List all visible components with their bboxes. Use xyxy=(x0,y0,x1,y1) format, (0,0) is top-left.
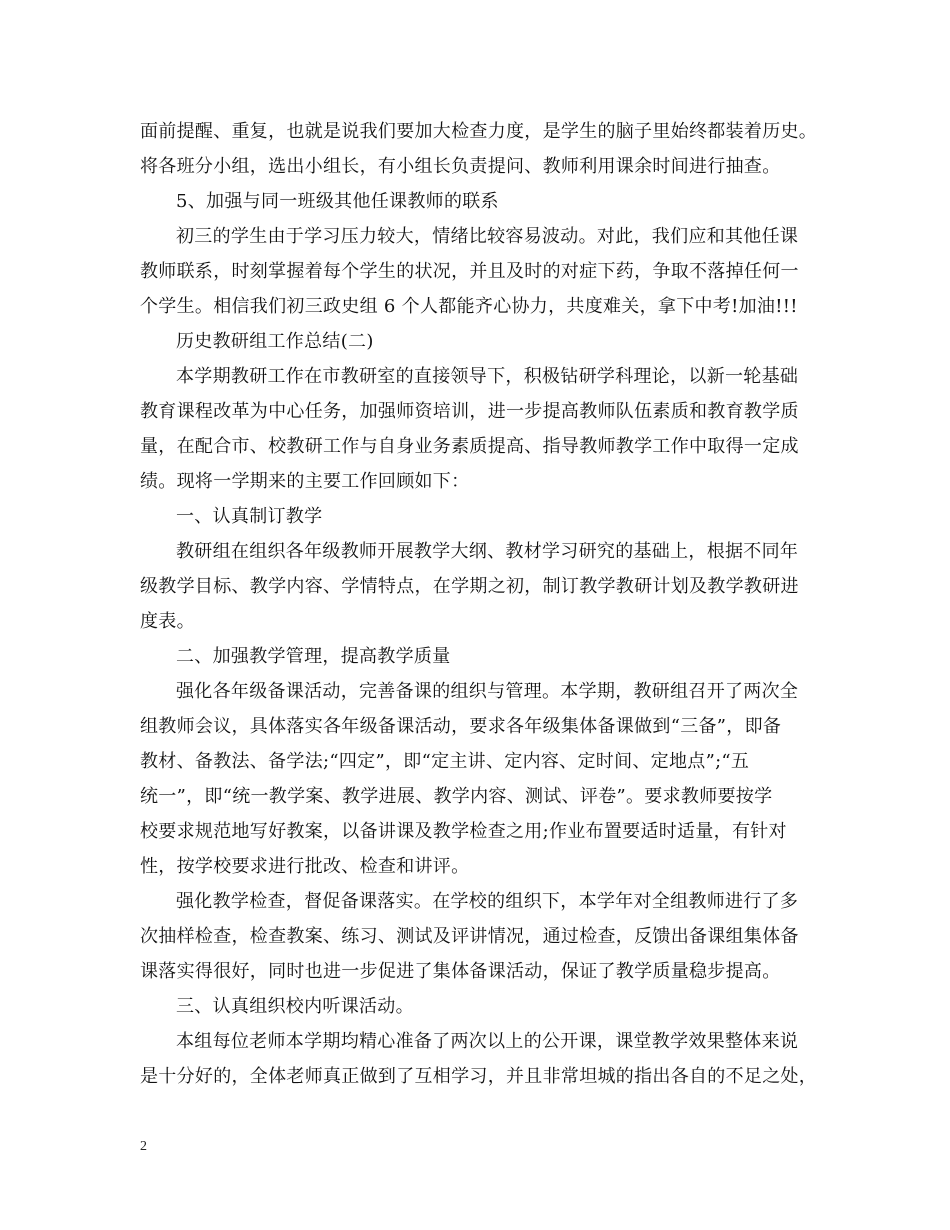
paragraph-line: 次抽样检查，检查教案、练习、测试及评讲情况，通过检查，反馈出备课组集体备 xyxy=(140,926,799,947)
paragraph-line: 本学期教研工作在市教研室的直接领导下，积极钻研学科理论，以新一轮基础 xyxy=(176,366,799,387)
paragraph-line: 量，在配合市、校教研工作与自身业务素质提高、指导教师教学工作中取得一定成 xyxy=(140,436,799,457)
paragraph-line: 课落实得很好，同时也进一步促进了集体备课活动，保证了教学质量稳步提高。 xyxy=(140,961,781,982)
paragraph-line: 将各班分小组，选出小组长，有小组长负责提问、教师利用课余时间进行抽查。 xyxy=(140,156,781,177)
page-number: 2 xyxy=(140,1139,147,1154)
section-heading: 一、认真制订教学 xyxy=(176,506,323,527)
paragraph-line: 是十分好的，全体老师真正做到了互相学习，并且非常坦城的指出各自的不足之处， xyxy=(140,1066,818,1087)
section-heading: 5、加强与同一班级其他任课教师的联系 xyxy=(176,191,499,212)
paragraph-line: 教研组在组织各年级教师开展教学大纲、教材学习研究的基础上，根据不同年 xyxy=(176,541,799,562)
paragraph-line: 统一”，即“统一教学案、教学进展、教学内容、测试、评卷”。要求教师要按学 xyxy=(140,786,773,807)
paragraph-line: 强化各年级备课活动，完善备课的组织与管理。本学期，教研组召开了两次全 xyxy=(176,681,799,702)
document-subtitle: 历史教研组工作总结(二) xyxy=(176,331,374,352)
paragraph-line: 级教学目标、教学内容、学情特点，在学期之初，制订教学教研计划及教学教研进 xyxy=(140,576,799,597)
section-heading: 二、加强教学管理，提高教学质量 xyxy=(176,646,451,667)
paragraph-line: 面前提醒、重复，也就是说我们要加大检查力度，是学生的脑子里始终都装着历史。 xyxy=(140,121,818,142)
paragraph-line: 教材、备教法、备学法;“四定”，即“定主讲、定内容、定时间、定地点”;“五 xyxy=(140,751,750,772)
paragraph-line: 组教师会议，具体落实各年级备课活动，要求各年级集体备课做到“三备”，即备 xyxy=(140,716,782,737)
section-heading: 三、认真组织校内听课活动。 xyxy=(176,996,414,1017)
paragraph-line: 强化教学检查，督促备课落实。在学校的组织下，本学年对全组教师进行了多 xyxy=(176,891,799,912)
paragraph-line: 个学生。相信我们初三政史组 6 个人都能齐心协力，共度难关，拿下中考!加油!!! xyxy=(140,296,798,317)
paragraph-line: 初三的学生由于学习压力较大，情绪比较容易波动。对此，我们应和其他任课 xyxy=(176,226,799,247)
paragraph-line: 性，按学校要求进行批改、检查和讲评。 xyxy=(140,856,470,877)
paragraph-line: 教师联系，时刻掌握着每个学生的状况，并且及时的对症下药，争取不落掉任何一 xyxy=(140,261,799,282)
paragraph-line: 绩。现将一学期来的主要工作回顾如下： xyxy=(140,471,470,492)
paragraph-line: 校要求规范地写好教案，以备讲课及教学检查之用;作业布置要适时适量，有针对 xyxy=(140,821,787,842)
paragraph-line: 本组每位老师本学期均精心准备了两次以上的公开课，课堂教学效果整体来说 xyxy=(176,1031,799,1052)
paragraph-line: 度表。 xyxy=(140,611,195,632)
paragraph-line: 教育课程改革为中心任务，加强师资培训，进一步提高教师队伍素质和教育教学质 xyxy=(140,401,799,422)
